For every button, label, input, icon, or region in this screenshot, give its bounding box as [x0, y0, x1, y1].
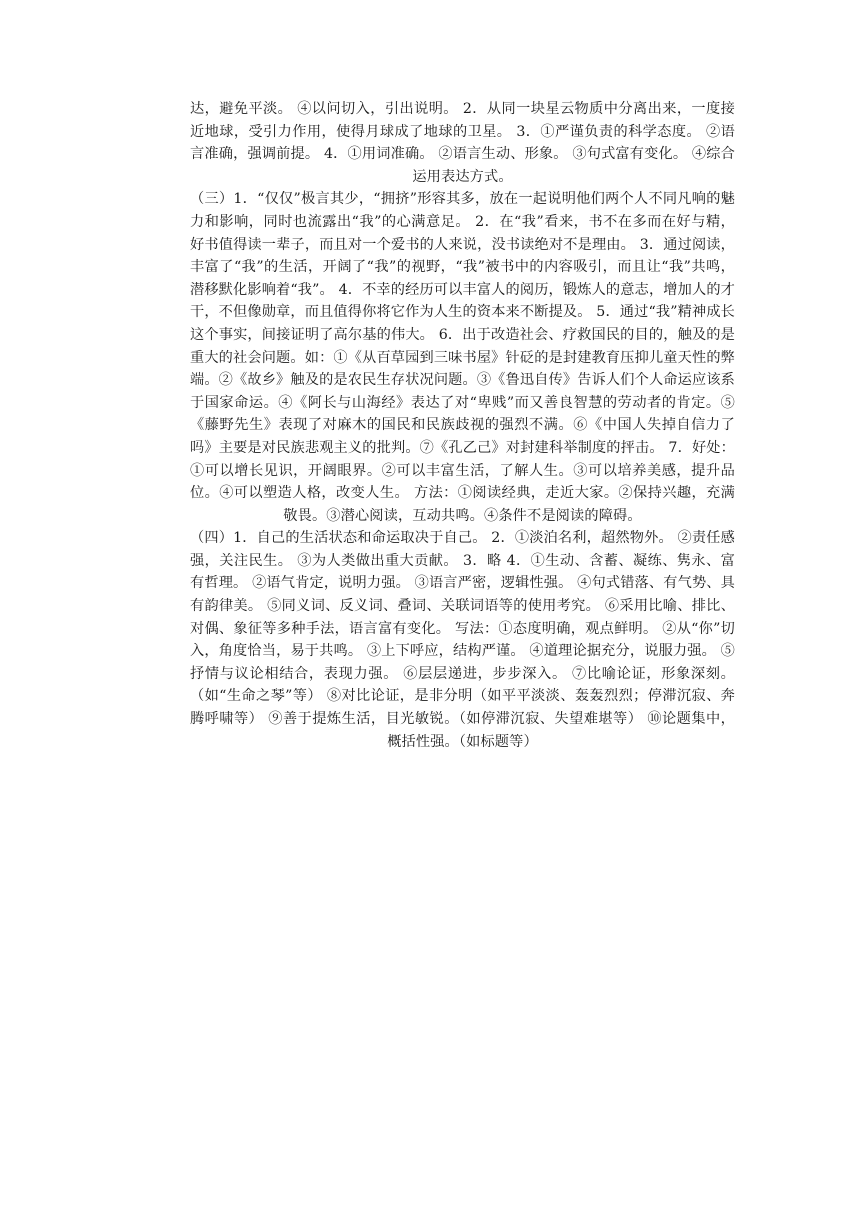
answer-key-text-block	[190, 98, 735, 753]
answer-paragraph-3: （三）1．“仅仅”极言其少，“拥挤”形容其多，放在一起说明他们两个人不同凡响的魅力和影响，同时也流露出“我”的心满意足。 2．在“我”看来，书不在多而在好与精，好书值得读一辈子，而且对一个爱书的人来说，没书读绝对不是理由。 3．通过阅读，丰富了“我”的生活，开阔了“我”的视野，“我”被书中的内容吸引，而且让“我”共鸣，潜移默化影响着“我”。 4．不幸的经历可以丰富人的阅历，锻炼人的意志，增加人的才干，不但像勋章，而且值得你将它作为人生的资本来不断提及。 5．通过“我”精神成长这个事实，间接证明了高尔基的伟大。 6．出于改造社会、疗救国民的目的，触及的是重大的社会问题。如：①《从百草园到三味书屋》针砭的是封建教育压抑儿童天性的弊端。②《故乡》触及的是农民生存状况问题。③《鲁迅自传》告诉人们个人命运应该系于国家命运。④《阿长与山海经》表达了对“卑贱”而又善良智慧的劳动者的肯定。⑤《藤野先生》表现了对麻木的国民和民族歧视的强烈不满。⑥《中国人失掉自信力了吗》主要是对民族悲观主义的批判。⑦《孔乙己》对封建科举制度的抨击。 7．好处：①可以增长见识，开阔眼界。②可以丰富生活，了解人生。③可以培养美感，提升品位。④可以塑造人格，改变人生。 方法：①阅读经典，走近大家。②保持兴趣，充满敬畏。③潜心阅读，互动共鸣。④条件不是阅读的障碍。	[190, 191, 735, 524]
answer-paragraph-2-continued: 达，避免平淡。 ④以问切入，引出说明。 2．从同一块星云物质中分离出来，一度接近地球，受引力作用，使得月球成了地球的卫星。 3．①严谨负责的科学态度。 ②语言准确，强调前提。 4．①用词准确。 ②语言生动、形象。 ③句式富有变化。 ④综合运用表达方式。	[190, 101, 735, 185]
answer-paragraph-4: （四）1．自己的生活状态和命运取决于自己。 2．①淡泊名利，超然物外。 ②责任感强，关注民生。 ③为人类做出重大贡献。 3．略 4．①生动、含蓄、凝练、隽永、富有哲理。 ②语气肯定，说明力强。 ③语言严密，逻辑性强。 ④句式错落、有气势、具有韵律美。 ⑤同义词、反义词、叠词、关联词语等的使用考究。 ⑥采用比喻、排比、对偶、象征等多种手法，语言富有变化。 写法：①态度明确，观点鲜明。 ②从“你”切入，角度恰当，易于共鸣。 ③上下呼应，结构严谨。 ④道理论据充分，说服力强。 ⑤抒情与议论相结合，表现力强。 ⑥层层递进，步步深入。 ⑦比喻论证，形象深刻。（如“生命之琴”等） ⑧对比论证，是非分明（如平平淡淡、轰轰烈烈；停滞沉寂、奔腾呼啸等） ⑨善于提炼生活，目光敏锐。（如停滞沉寂、失望难堪等） ⑩论题集中，概括性强。（如标题等）	[190, 530, 735, 750]
